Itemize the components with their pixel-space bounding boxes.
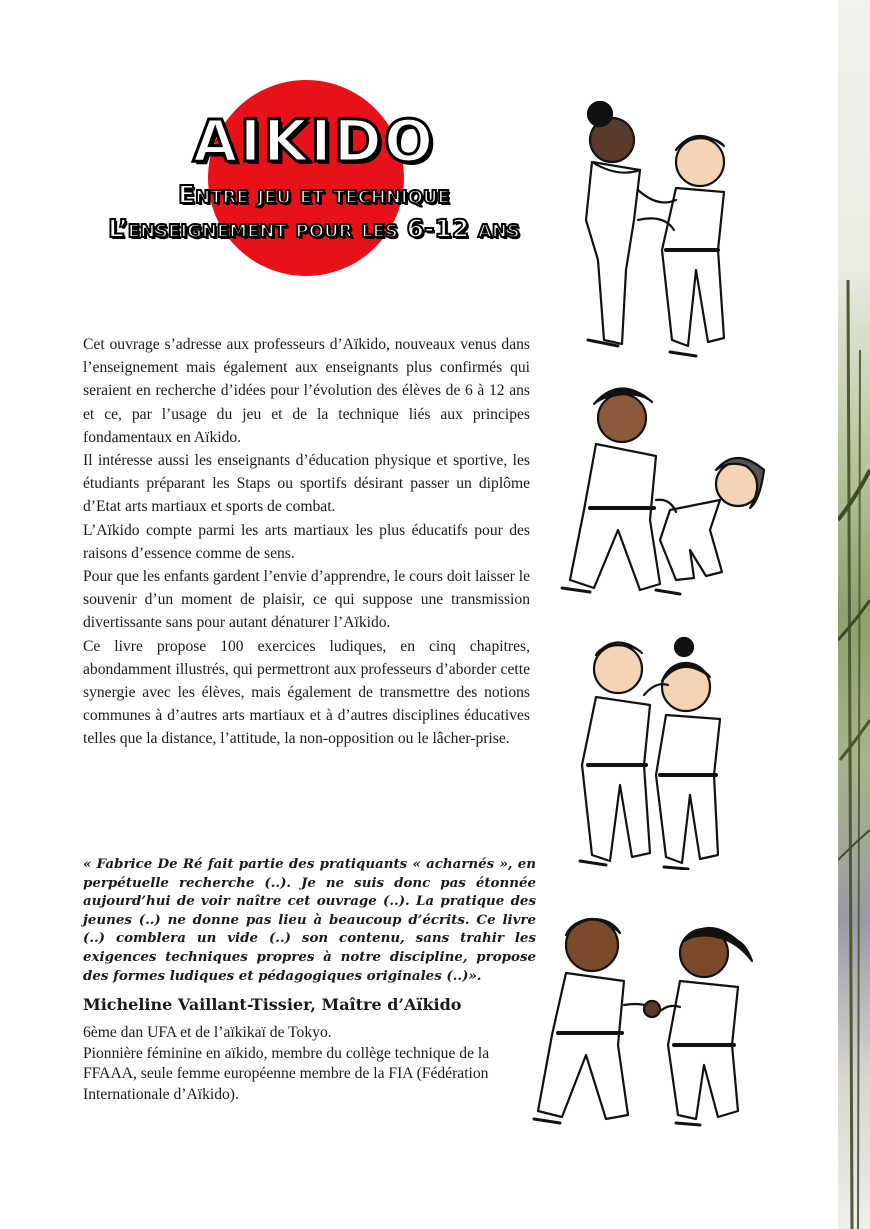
quote-text: « Fabrice De Ré fait partie des pratiquants « acharnés », en perpétuelle recherche (..). Je ne suis donc pas étonnée aujourd’hui de voir naître cet ouvrage (..). La pratique des jeunes (..) ne donne pas lieu à beaucoup d’écrits. Ce livre (..) comblera un vide (..) son contenu, sans trahir les exigences techniques propres à notre discipline, propose des formes ludiques et pédagogiques originales (..)». [83,856,536,984]
kids-pair-face-push-icon [570,625,740,870]
subtitle-line-1: Entre jeu et technique [178,180,450,209]
body-paragraph: Cet ouvrage s’adresse aux professeurs d’Aïkido, nouveaux venus dans l’enseignement mais également aux enseignants plus confirmés qui seraient en recherche d’idées pour l’évolution des élèves de 6 à 12 ans et ce, par l’usage du jeu et de la technique liés aux principes fondamentaux en Aïkido. [83,336,530,446]
author-line: Pionnière féminine en aïkido, membre du collège technique de la FFAAA, seule femme européenne membre de la FIA (Fédération Internationale d’Aïkido). [83,1044,490,1103]
kids-pair-hand-grab-icon [528,905,773,1130]
subtitle-line-2: L’enseignement pour les 6-12 ans [108,214,520,243]
body-paragraph: Pour que les enfants gardent l’envie d’apprendre, le cours doit laisser le souvenir d’un moment de plaisir, ce qui suppose une transmission divertissante sans pour autant dénaturer l’Aïkido. [83,568,530,632]
body-paragraph: L’Aïkido compte parmi les arts martiaux les plus éducatifs pour des raisons d’essence comme de sens. [83,521,530,562]
body-text [83,333,530,751]
author-name: Micheline Vaillant-Tissier, Maître d’Aïkido [83,995,462,1014]
kids-pair-wrist-lock-icon [560,380,780,605]
author-description [83,1023,543,1105]
author-line: 6ème dan UFA et de l’aïkikaï de Tokyo. [83,1024,332,1041]
title-aikido: AIKIDO [192,107,436,175]
bamboo-painting-strip [838,0,870,1229]
kids-pair-grip-icon [578,100,738,365]
body-paragraph: Il intéresse aussi les enseignants d’éducation physique et sportive, les étudiants préparant les Staps ou sportifs désirant passer un diplôme d’Etat arts martiaux et sports de combat. [83,452,530,516]
body-paragraph: Ce livre propose 100 exercices ludiques, en cinq chapitres, abondamment illustrés, qui permettront aux professeurs d’aborder cette synergie avec les élèves, mais également de transmettre des notions communes à d’autres arts martiaux et à d’autres disciplines éducatives telles que la distance, l’attitude, la non-opposition ou le lâcher-prise. [83,637,530,748]
